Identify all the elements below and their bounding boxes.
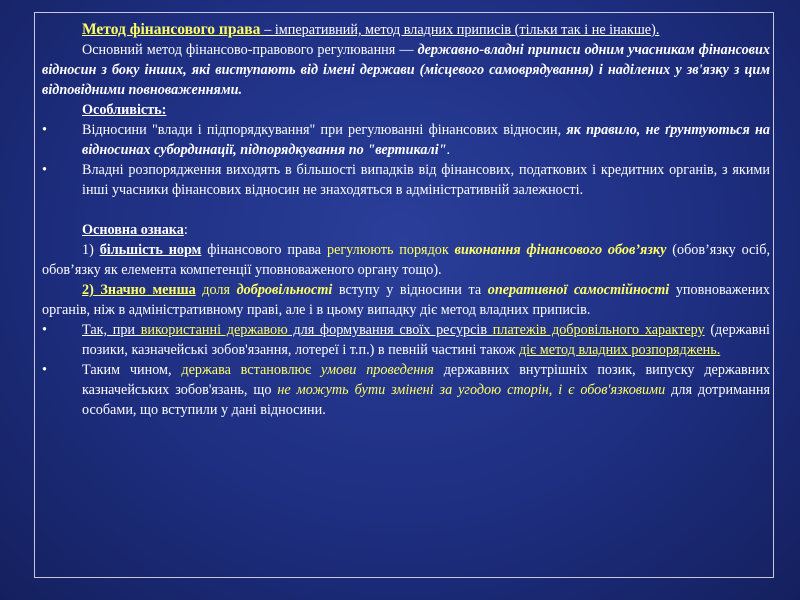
point-two-tail: уповноважених органів, ніж в адміністративному праві, але і в цьому випадку діє метод владних приписів. [42,282,770,318]
main-feature-heading [42,220,770,240]
point-one [42,240,770,280]
bullet-orders-text: Владні розпорядження виходять в більшості випадків від фінансових, податкових і кредитних органів, з якими інші учасники фінансових відносин не знаходяться в адміністративній залежності. [82,162,770,198]
bullet-conclusion [42,360,770,420]
bullet-voluntary-state-use: використанні державою [140,322,288,338]
bullet-conclusion-intro: Таким чином, [82,362,182,378]
bullet-relations [42,120,770,160]
bullet-icon: • [42,322,47,338]
point-two-text: вступу у відносини та [332,282,488,298]
point-two-share: доля [195,282,237,298]
features-heading [42,100,770,120]
point-one-obligation: виконання фінансового обов’язку [454,242,667,258]
paragraph-method-definition [42,20,770,40]
point-one-tail: (обов’язку осіб, обов’язку як елемента компетенції уповноваженого органу тощо). [42,242,771,278]
spacer [42,200,770,220]
bullet-conclusion-unchangeable: не можуть бути змінені за угодою сторін, і є обов'язковими [277,382,666,398]
bullet-voluntary-intro: Так, при [82,322,141,338]
main-feature-colon: : [183,222,188,238]
point-one-regulate: регулюють порядок [326,242,455,258]
point-two-less: 2) Значно менша [82,282,196,298]
bullet-relations-text: Відносини "влади і підпорядкування" при регулюванні фінансових відносин, [82,122,567,138]
bullet-relations-emphasis: як правило, не ґрунтуються на відносинах субординації, підпорядкування по "вертикалі" [82,122,770,158]
point-two-voluntary: добровільності [236,282,333,298]
point-two [42,280,770,320]
method-definition-text: – імперативний, метод владних приписів (тільки так і не інакше). [264,22,660,38]
bullet-voluntary-method: діє метод владних розпоряджень. [518,342,721,358]
bullet-relations-end: . [446,142,451,158]
bullet-icon: • [42,162,47,178]
method-title: Метод фінансового права [82,21,265,38]
bullet-conclusion-tail: для дотримання особами, що вступили у дані відносини. [82,382,770,418]
main-feature-heading-text: Основна ознака [82,222,184,238]
bullet-conclusion-conditions: умови проведення [321,362,434,378]
paragraph-main-method [42,40,770,100]
bullet-voluntary-examples: (державні позики, казначейські зобов'язання, лотереї і т.п.) в певній частині також [82,322,770,358]
bullet-voluntary-payments [42,320,770,360]
point-one-majority: більшість норм [99,242,202,258]
bullet-voluntary-payments-highlight: платежів добровільного характеру [492,322,705,338]
main-method-intro: Основний метод фінансово-правового регулювання — [82,42,418,58]
bullet-icon: • [42,362,47,378]
bullet-conclusion-state: держава встановлює [181,362,312,378]
point-one-number: 1) [82,242,100,258]
bullet-conclusion-text: державних внутрішніх позик, випуску державних казначейських зобов'язань, що [82,362,771,398]
slide-content [42,20,770,420]
bullet-icon: • [42,122,47,138]
main-method-emphasis: державно-владні приписи одним учасникам фінансових відносин з боку інших, які виступають від імені держави (місцевого самоврядування) і наділених у зв'язку з цим відповідними повноваженнями. [42,42,770,98]
point-one-text: фінансового права [201,242,327,258]
bullet-conclusion-space [311,362,321,378]
point-two-autonomy: оперативної самостійності [487,282,670,298]
features-heading-text: Особливість: [82,102,167,118]
bullet-voluntary-text: для формування своїх ресурсів [287,322,493,338]
bullet-orders [42,160,770,200]
